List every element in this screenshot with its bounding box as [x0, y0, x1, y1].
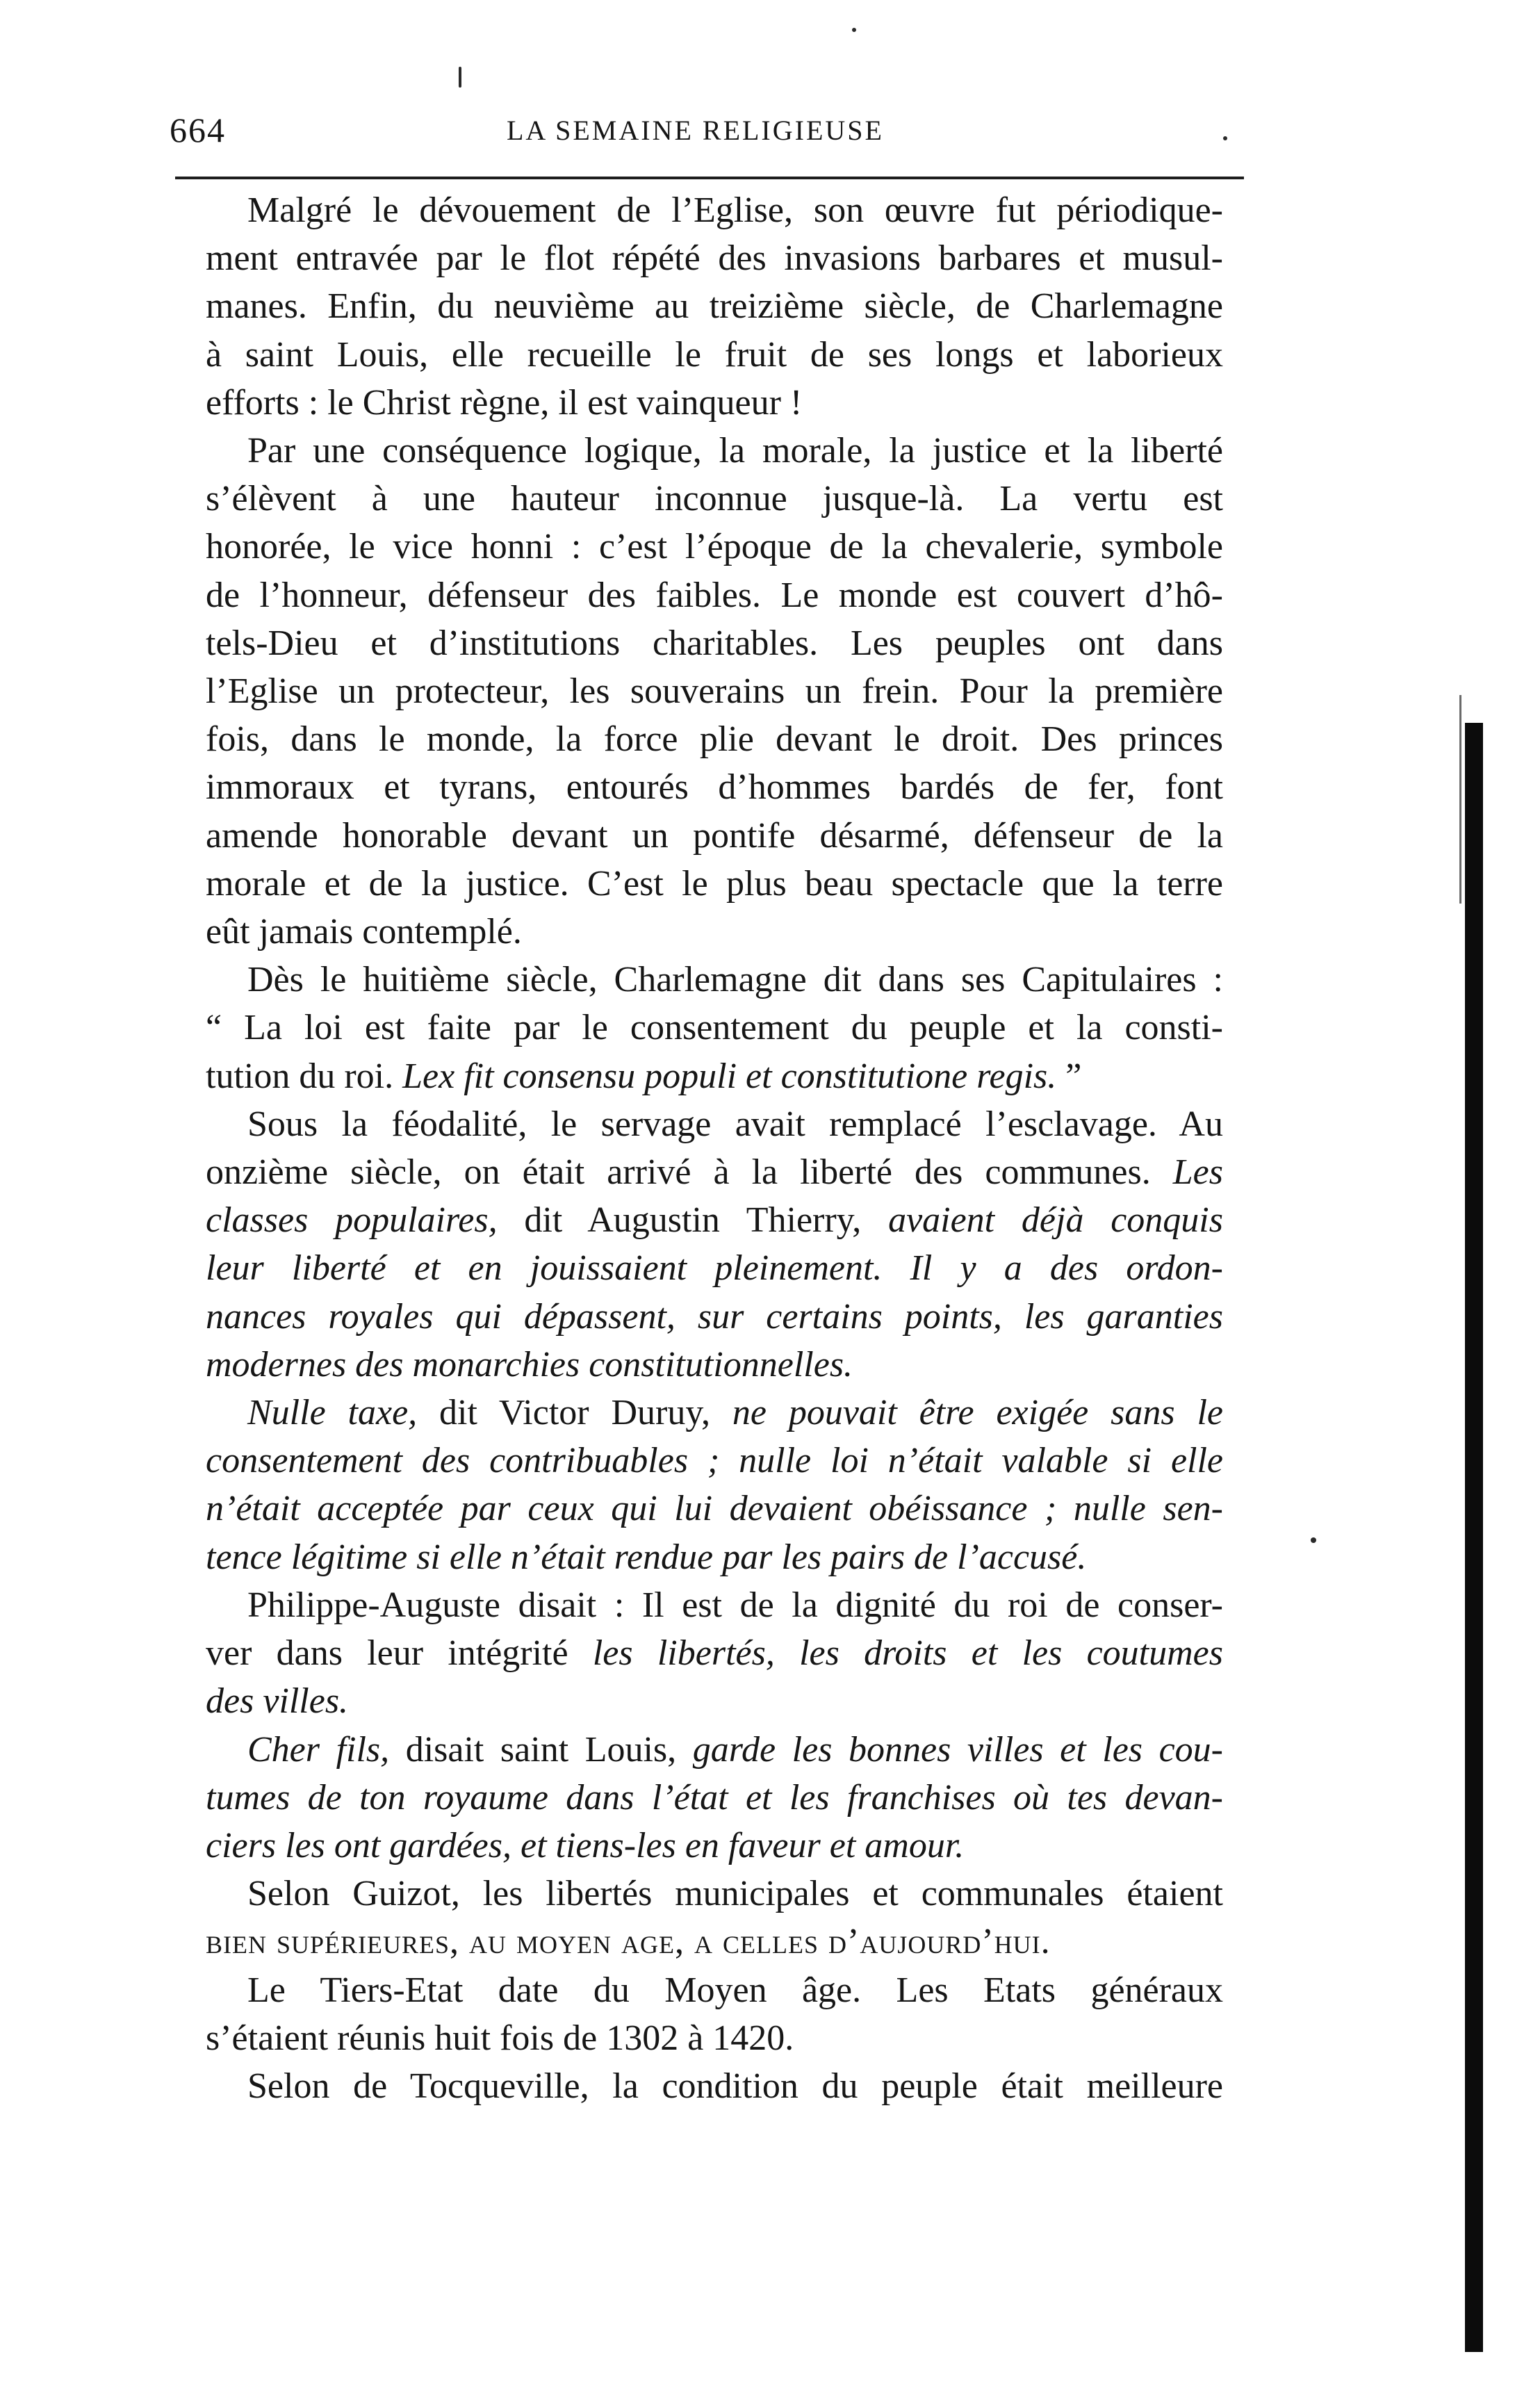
scan-speck	[1223, 136, 1227, 140]
paragraph-1	[206, 186, 1223, 427]
scan-speck	[852, 28, 856, 32]
text-run: dit Victor Duruy,	[417, 1393, 732, 1433]
running-title: LA SEMAINE RELIGIEUSE	[507, 115, 884, 146]
page-number: 664	[170, 111, 226, 149]
text-run: tution du roi.	[206, 1056, 403, 1096]
text-line: Selon Guizot, les libertés municipales et communales étaient	[247, 1874, 1223, 1914]
text-run: ”	[1056, 1056, 1082, 1096]
text-line	[206, 1148, 1223, 1196]
paragraph-6	[206, 1581, 1223, 1726]
text-line	[206, 1726, 1223, 1774]
text-run: dit Augustin Thierry,	[497, 1200, 889, 1241]
text-line: ment entravée par le flot répété des invasions barbares et musul-	[206, 238, 1223, 279]
text-run: onzième siècle, on était arrivé à la liberté des communes.	[206, 1152, 1173, 1193]
text-line: l’Eglise un protecteur, les souverains un frein. Pour la première	[206, 671, 1223, 712]
page-header	[170, 110, 1244, 152]
paragraph-3	[206, 956, 1223, 1100]
text-line: de l’honneur, défenseur des faibles. Le monde est couvert d’hô-	[206, 575, 1223, 615]
paragraph-7	[206, 1726, 1223, 1870]
text-line: nances royales qui dépassent, sur certains points, les garanties	[206, 1296, 1223, 1337]
text-run: disait saint Louis,	[389, 1729, 693, 1770]
text-run: ver dans leur intégrité	[206, 1633, 593, 1674]
text-line: eût jamais contemplé.	[206, 912, 522, 952]
quote-run: ne pouvait être exigée sans le	[732, 1393, 1224, 1433]
text-line: Dès le huitième siècle, Charlemagne dit dans ses Capitulaires :	[247, 960, 1223, 1000]
text-line: leur liberté et en jouissaient pleinement. Il y a des ordon-	[206, 1248, 1223, 1289]
quote-run: classes populaires,	[206, 1200, 498, 1241]
text-line: Sous la féodalité, le servage avait remplacé l’esclavage. Au	[247, 1104, 1223, 1144]
text-line: Malgré le dévouement de l’Eglise, son œuvre fut périodique-	[247, 190, 1223, 230]
quote-run: garde les bonnes villes et les cou-	[692, 1729, 1223, 1770]
text-line: consentement des contribuables ; nulle loi n’était valable si elle	[206, 1441, 1223, 1481]
text-line: bien supérieures, au moyen age, a celles d’aujourd’hui.	[206, 1922, 1051, 1962]
text-line: à saint Louis, elle recueille le fruit de ses longs et laborieux	[206, 334, 1223, 375]
paragraph-10	[206, 2062, 1223, 2110]
text-line: fois, dans le monde, la force plie devant le droit. Des princes	[206, 719, 1223, 760]
text-line: Philippe-Auguste disait : Il est de la dignité du roi de conser-	[247, 1585, 1223, 1625]
body-text	[206, 186, 1223, 2110]
text-line	[206, 1196, 1223, 1244]
quote-run: Cher fils,	[247, 1729, 390, 1770]
text-line: “ La loi est faite par le consentement du peuple et la consti-	[206, 1008, 1223, 1048]
text-line: modernes des monarchies constitutionnelles.	[206, 1344, 853, 1385]
text-line	[206, 1629, 1223, 1677]
paragraph-5	[206, 1389, 1223, 1581]
text-line: manes. Enfin, du neuvième au treizième siècle, de Charlemagne	[206, 286, 1223, 327]
quote-run: les libertés, les droits et les coutumes	[592, 1633, 1223, 1674]
scan-speck	[1311, 1537, 1316, 1543]
text-line: morale et de la justice. C’est le plus beau spectacle que la terre	[206, 863, 1223, 904]
quote-run: Les	[1172, 1152, 1223, 1193]
text-line: s’élèvent à une hauteur inconnue jusque-là. La vertu est	[206, 479, 1223, 519]
text-line: Le Tiers-Etat date du Moyen âge. Les Etats généraux	[247, 1970, 1223, 2010]
text-line: Selon de Tocqueville, la condition du peuple était meilleure	[247, 2066, 1223, 2106]
quote-run: avaient déjà conquis	[888, 1200, 1223, 1241]
text-line: tels-Dieu et d’institutions charitables. Les peuples ont dans	[206, 623, 1223, 663]
text-line: s’étaient réunis huit fois de 1302 à 1420.	[206, 2018, 794, 2058]
text-line: ciers les ont gardées, et tiens-les en faveur et amour.	[206, 1825, 965, 1865]
text-line: Par une conséquence logique, la morale, la justice et la liberté	[247, 431, 1223, 471]
text-line	[206, 1052, 1223, 1100]
text-line: immoraux et tyrans, entourés d’hommes bardés de fer, font	[206, 767, 1223, 808]
text-line: efforts : le Christ règne, il est vainqueur !	[206, 382, 803, 423]
text-line: des villes.	[206, 1681, 349, 1722]
latin-quote: Lex fit consensu populi et constitutione regis.	[402, 1056, 1057, 1096]
text-line: amende honorable devant un pontife désarmé, défenseur de la	[206, 815, 1223, 856]
quote-run: Nulle taxe,	[247, 1393, 418, 1433]
text-line: tence légitime si elle n’était rendue par les pairs de l’accusé.	[206, 1537, 1087, 1577]
text-line: tumes de ton royaume dans l’état et les franchises où tes devan-	[206, 1777, 1223, 1818]
text-line	[206, 1389, 1223, 1437]
scan-edge-bar	[1465, 723, 1483, 2352]
paragraph-8	[206, 1870, 1223, 1966]
header-rule	[175, 177, 1244, 179]
text-line: n’était acceptée par ceux qui lui devaient obéissance ; nulle sen-	[206, 1489, 1223, 1529]
paragraph-9	[206, 1966, 1223, 2062]
text-line: honorée, le vice honni : c’est l’époque de la chevalerie, symbole	[206, 527, 1223, 567]
scan-edge-mark	[1459, 695, 1461, 904]
paragraph-4	[206, 1100, 1223, 1389]
scan-speck	[459, 67, 461, 88]
paragraph-2	[206, 427, 1223, 956]
